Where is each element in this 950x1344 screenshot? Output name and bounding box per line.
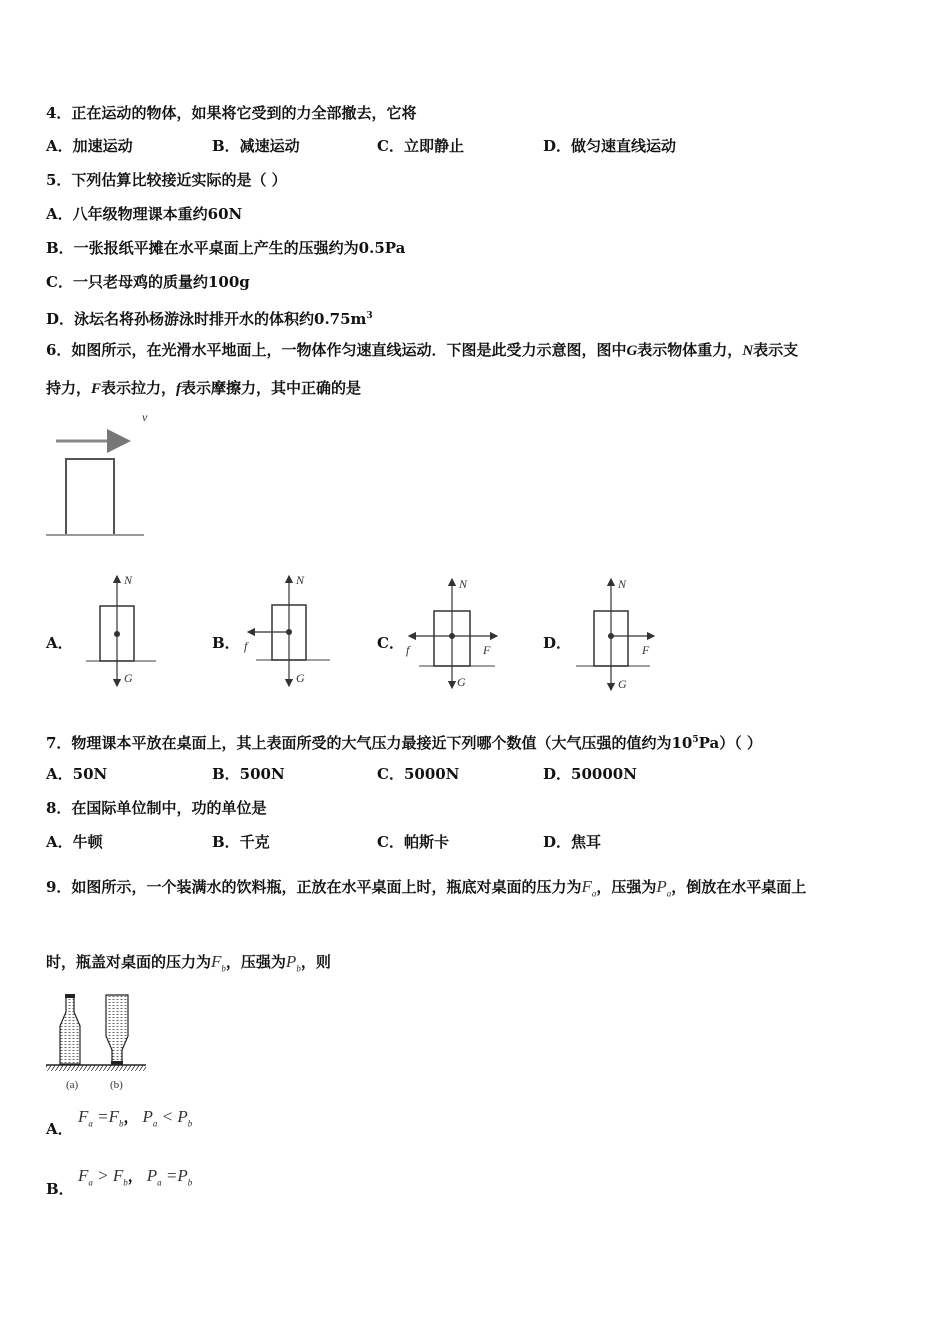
q6-var-n: N	[742, 343, 754, 359]
q9-stem-line1	[46, 877, 806, 903]
label-f-small: f	[244, 639, 248, 653]
q4-option-c: C．立即静止	[377, 137, 464, 155]
q7-option-a: A．50N	[46, 765, 108, 783]
label-g: G	[618, 677, 627, 691]
q9-stem-l2-a: 时，瓶盖对桌面的压力为	[46, 953, 212, 971]
q4-option-a: A．加速运动	[46, 137, 133, 155]
q9-option-a-expr: $F_a =F_b$， $P_a < P_b$	[78, 1107, 193, 1129]
q6-stem-line1	[46, 340, 798, 361]
label-g: G	[296, 671, 305, 685]
q6-diagram-b	[238, 572, 330, 692]
bottle-b	[106, 995, 128, 1064]
q5-option-d-text: D．泳坛名将孙杨游泳时排开水的体积约0.75m	[46, 310, 367, 328]
q6-stem-l2-c: 表示摩擦力，其中正确的是	[181, 379, 362, 397]
q8-stem: 8．在国际单位制中，功的单位是	[46, 799, 267, 817]
q6-option-a-label: A．	[46, 634, 73, 652]
label-n: N	[296, 573, 305, 587]
q9-bottle-figure	[44, 992, 148, 1096]
q6-stem-l1-a: 6．如图所示，在光滑水平地面上，一物体作匀速直线运动．下图是此受力示意图，图中	[46, 341, 627, 359]
q8-option-c: C．帕斯卡	[377, 833, 449, 851]
q9-pb: $P_b$	[285, 952, 301, 974]
q9-fb: $F_b$	[211, 952, 226, 974]
q6-stem-l1-c: 表示支	[753, 341, 799, 359]
q5-option-d	[46, 306, 373, 329]
label-a: (a)	[66, 1079, 79, 1091]
q6-var-f-big: F	[91, 381, 102, 397]
q6-stem-l1-b: 表示物体重力，	[637, 341, 743, 359]
q6-diagram-d	[576, 574, 660, 694]
label-n: N	[124, 573, 133, 587]
bottle-a-cap	[65, 994, 75, 998]
label-n: N	[618, 577, 627, 591]
q7-option-d: D．50000N	[543, 765, 637, 783]
q6-option-b-label: B．	[212, 634, 240, 652]
q4-option-b: B．减速运动	[212, 137, 300, 155]
q7-stem-sup: 5	[692, 735, 699, 745]
q6-option-c-label: C．	[377, 634, 404, 652]
q9-stem-l1-b: ，压强为	[596, 878, 657, 896]
label-f-small: f	[406, 643, 410, 657]
q6-option-d-label: D．	[543, 634, 572, 652]
label-g: G	[124, 671, 133, 685]
q7-stem-a: 7．物理课本平放在桌面上，其上表面所受的大气压力最接近下列哪个数值（大气压强的值约为10	[46, 734, 693, 752]
bottle-a	[60, 996, 80, 1064]
q5-option-c: C．一只老母鸡的质量约100g	[46, 273, 250, 291]
q6-diagram-a	[86, 572, 156, 692]
q4-option-d: D．做匀速直线运动	[543, 137, 677, 155]
label-b: (b)	[110, 1079, 123, 1091]
q9-stem-line2	[46, 952, 331, 978]
q9-option-b-label: B．	[46, 1180, 74, 1198]
q6-motion-figure	[44, 408, 154, 540]
q8-option-b: B．千克	[212, 833, 270, 851]
q9-option-b-expr: $F_a > F_b$， $P_a =P_b$	[78, 1166, 193, 1188]
q5-option-a: A．八年级物理课本重约60N	[46, 205, 243, 223]
label-n: N	[459, 577, 468, 591]
q6-diagram-c	[403, 574, 503, 694]
label-f-big: F	[483, 643, 491, 657]
q6-stem-line2	[46, 378, 361, 399]
q6-stem-l2-a: 持力，	[46, 379, 92, 397]
label-f-big: F	[642, 643, 650, 657]
q7-option-c: C．5000N	[377, 765, 460, 783]
q9-pa: $P_a$	[656, 877, 672, 899]
q4-stem: 4．正在运动的物体，如果将它受到的力全部撤去，它将	[46, 104, 417, 122]
q9-option-a-label: A．	[46, 1120, 73, 1138]
velocity-label: v	[142, 410, 148, 424]
q6-var-f-small: f	[176, 381, 182, 397]
q5-option-b: B．一张报纸平摊在水平桌面上产生的压强约为0.5Pa	[46, 239, 406, 257]
q6-stem-l2-b: 表示拉力，	[101, 379, 177, 397]
q5-stem: 5．下列估算比较接近实际的是（ ）	[46, 171, 287, 189]
table-hatch	[46, 1065, 146, 1071]
q8-option-a: A．牛顿	[46, 833, 103, 851]
q9-stem-l2-b: ，压强为	[225, 953, 286, 971]
q9-stem-l1-a: 9．如图所示，一个装满水的饮料瓶，正放在水平桌面上时，瓶底对桌面的压力为	[46, 878, 582, 896]
q5-option-d-sup: 3	[366, 311, 373, 321]
q6-var-g: G	[626, 343, 638, 359]
label-g: G	[457, 675, 466, 689]
moving-block	[66, 459, 114, 535]
q9-stem-l1-c: ，倒放在水平桌面上	[671, 878, 807, 896]
q7-stem	[46, 730, 762, 753]
q9-fa: $F_a$	[581, 877, 597, 899]
q9-stem-l2-c: ，则	[300, 953, 331, 971]
q7-option-b: B．500N	[212, 765, 285, 783]
q8-option-d: D．焦耳	[543, 833, 602, 851]
q7-stem-b: Pa）（ ）	[698, 734, 762, 752]
